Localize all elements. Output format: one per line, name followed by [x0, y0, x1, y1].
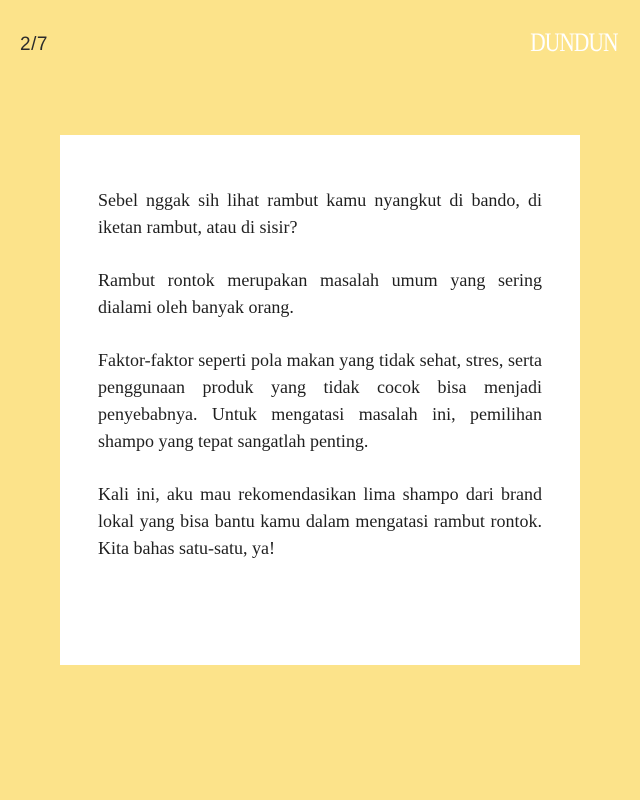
paragraph-intro: Sebel nggak sih lihat rambut kamu nyangkut di bando, di iketan rambut, atau di sisir? — [98, 190, 542, 237]
page-number: 2/7 — [20, 34, 48, 55]
brand-logo: DUNDUN — [530, 28, 618, 57]
paragraph-problem: Rambut rontok merupakan masalah umum yang sering dialami oleh banyak orang. — [98, 270, 542, 317]
paragraph-causes: Faktor-faktor seperti pola makan yang tidak sehat, stres, serta penggunaan produk yang tidak cocok bisa menjadi penyebabnya. Untuk mengatasi masalah ini, pemilihan shampo yang tepat sangatlah penting. — [98, 350, 542, 451]
paragraph-recommendation: Kali ini, aku mau rekomendasikan lima shampo dari brand lokal yang bisa bantu kamu dalam mengatasi rambut rontok. Kita bahas satu-satu, ya! — [98, 484, 542, 558]
content-card — [60, 135, 580, 665]
